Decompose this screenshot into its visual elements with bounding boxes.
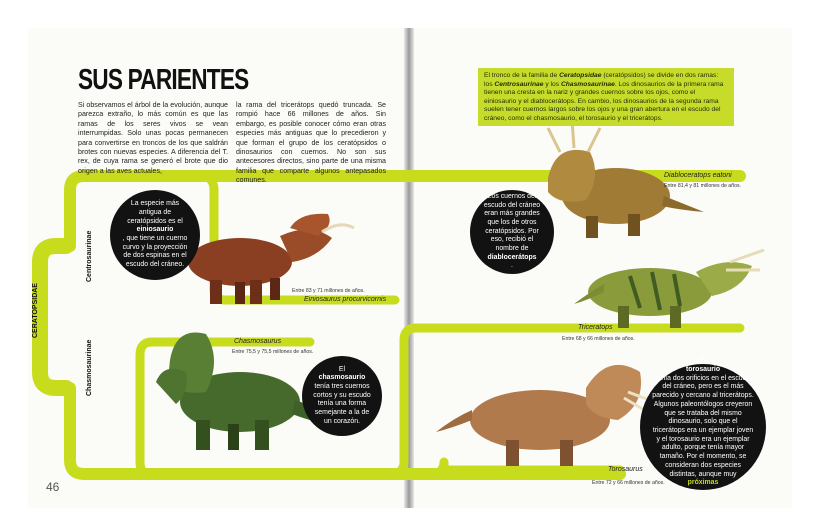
tricera-name: Triceratops — [578, 324, 613, 331]
circle-highlight: einiosaurio — [136, 226, 174, 234]
label-chasmosaurinae: Chasmosaurinae — [86, 339, 93, 396]
circle-text: , que tiene un cuerno curvo y la proyección de dos espinas en el escudo del cráneo. — [122, 235, 188, 269]
circle-highlight-accent: próximas — [687, 479, 719, 487]
circle-text: Los cuernos del escudo del cráneo eran más grandes que los de otros ceratópsidos. Por eso, recibió el nombre de — [483, 192, 541, 253]
subfamily-chasmosaurinae: Chasmosaurinae — [560, 80, 615, 88]
label-centrosaurinae: Centrosaurinae — [86, 230, 93, 282]
info-text: El tronco de la familia de — [484, 72, 560, 79]
page-title: SUS PARIENTES — [78, 64, 249, 96]
branch-torosaurus — [430, 462, 620, 474]
tree-trunk-low — [40, 340, 66, 388]
toro-name: Torosaurus — [608, 466, 643, 473]
triceratops-illustration — [574, 250, 764, 328]
circle-highlight: chasmosaurio — [318, 374, 366, 382]
circle-text: El — [338, 365, 346, 373]
info-text: . Los dinosaurios de la primera rama tienen una cresta en la nariz y grandes cuernos sobre los ojos, como el einiosaurio y el diablocerátops. En cambio, los dinosaurios de la segunda rama suelen tener cuernos largos sobre los ojos y una gran abertura en el escudo del cráneo, como el chasmosaurio, el torosaurio y el tricerátops. — [484, 80, 724, 122]
chasmo-name: Chasmosaurus — [234, 338, 282, 345]
circle-text: . — [511, 262, 513, 270]
diablo-name: Diabloceratops eatoni — [664, 172, 732, 179]
family-info-box — [478, 68, 734, 126]
info-text: (ceratópsidos) se divide en dos ramas: los — [484, 72, 719, 88]
subfamily-centrosaurinae: Centrosaurinae — [494, 80, 544, 88]
circle-text: . — [702, 487, 704, 495]
einio-circle — [110, 190, 200, 280]
body-column-1: Si observamos el árbol de la evolución, aunque parezca extraño, lo más común es que las ramas de los seres vivos se vean interrumpidas. Solo unas pocas permanecen para convertirse en troncos de los que saldrán brotes con nuevas especies. A diferencia del T. rex, de cuya rama se generó el brote que dio origen a las aves actuales, — [78, 101, 228, 175]
circle-text: El — [699, 357, 707, 365]
toro-date: Entre 72 y 66 millones de años. — [592, 480, 665, 486]
chasmo-date: Entre 75,5 y 75,5 millones de años. — [232, 349, 314, 355]
einio-date: Entre 83 y 71 millones de años. — [292, 288, 365, 294]
body-column-2: la rama del tricerátops quedó truncada. Se rompió hace 66 millones de años. Sin embargo, es posible conocer cómo eran otras especies más antiguas que lo precedieron y que forman el grupo de los ceratópsidos o dinosaurios con cuernos. No son sus antecesores directos, sino parte de una misma familia que comparte algunos antepasados comunes. — [236, 101, 386, 185]
circle-text: La especie más antigua de ceratópsidos es el — [127, 200, 183, 225]
label-ceratopsidae: CERATOPSIDAE — [32, 283, 39, 338]
diablo-date: Entre 81,4 y 81 millones de años. — [664, 183, 741, 189]
family-name: Ceratopsidae — [559, 72, 602, 79]
torosaurus-illustration — [436, 365, 660, 466]
einio-name: Einiosaurus procurvicornis — [304, 296, 387, 303]
circle-text: tenía dos orificios en el escudo del cráneo, pero es el más parecido y cercano al tricerátops. Algunos paleontólogos creyeron que se trataba del mismo dinosaurio, solo que el tricerátops era un ejemplar joven y el torosaurio era un ejemplar adulto, porque tenía mayor tamaño. Por el momento, se consideran dos especies distintas, aunque muy — [652, 374, 754, 478]
circle-text: tenía tres cuernos cortos y su escudo tenía una forma semejante a la de un corazón. — [313, 382, 371, 425]
diablo-circle — [470, 190, 554, 274]
page-number: 46 — [46, 480, 60, 494]
chasmo-circle — [302, 356, 382, 436]
tree-trunk — [40, 246, 66, 340]
circle-highlight: diablocerátops — [487, 253, 537, 261]
info-text: y los — [543, 80, 561, 88]
tricera-date: Entre 68 y 66 millones de años. — [562, 336, 635, 342]
toro-circle — [640, 357, 766, 495]
circle-highlight: torosaurio — [685, 366, 721, 374]
